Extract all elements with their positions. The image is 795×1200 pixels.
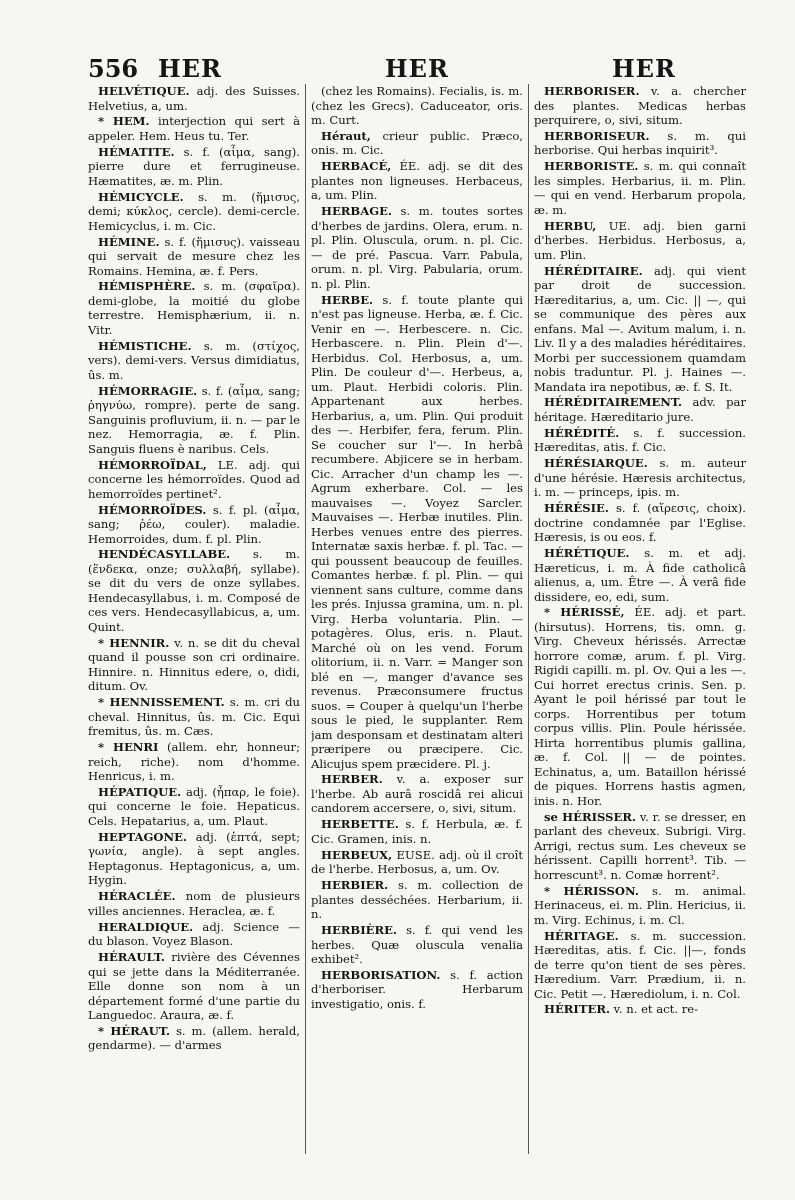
dictionary-entry: [534, 219, 746, 263]
entry-headword: HERBIÈRE.: [321, 923, 397, 938]
dictionary-entry: [534, 395, 746, 424]
entry-definition: crieur public. Præco, onis. m. Cic.: [311, 128, 523, 158]
dictionary-entry: [534, 129, 746, 158]
dictionary-entry: [88, 636, 300, 694]
dictionary-entry: [88, 920, 300, 949]
entry-definition: s. f. (αἷμα, sang). pierre dure et ferrugineuse. Hæmatites, æ. m. Plin.: [88, 144, 300, 188]
entry-headword: HÉPATIQUE.: [98, 784, 182, 799]
entry-headword: HÉMORROÏDES.: [98, 502, 207, 517]
entry-headword: HÉRACLÉE.: [98, 889, 176, 904]
entry-definition: ÉE. adj. se dit des plantes non ligneuses. Herbaceus, a, um. Plin.: [311, 159, 523, 203]
dictionary-entry: [88, 547, 300, 634]
dictionary-entry: [88, 339, 300, 383]
entry-definition: s. m. animal. Herinaceus, ei. m. Plin. Hericius, ii. m. Virg. Echinus, i. m. Cl.: [534, 883, 746, 927]
entry-definition: adj. (ἧπαρ, le foie). qui concerne le foie. Hepaticus. Cels. Hepatarius, a, um. Plaut.: [88, 784, 300, 828]
entry-definition: adj. Science — du blason. Voyez Blason.: [88, 919, 300, 949]
entry-definition: s. f. qui vend les herbes. Quæ oluscula venalia exhibet².: [311, 923, 523, 967]
entry-definition: s. m. cri du cheval. Hinnitus, ûs. m. Cic. Equi fremitus, ûs. m. Cæs.: [88, 695, 300, 739]
entry-headword: HÉRÉDITAIREMENT.: [544, 395, 683, 410]
entry-definition: (allem. ehr, honneur; reich, riche). nom d'homme. Henricus, i. m.: [88, 740, 300, 784]
entry-headword: * HENNIR.: [98, 635, 170, 650]
dictionary-entry: [311, 293, 523, 772]
dictionary-entry: [534, 929, 746, 1002]
entry-definition: adv. par héritage. Hæreditario jure.: [534, 395, 746, 424]
dictionary-entry: [88, 950, 300, 1023]
entry-headword: HERBORISATION.: [321, 967, 441, 982]
entry-definition: LE. adj. qui concerne les hémorroïdes. Quod ad hemorroïdes pertinet².: [88, 457, 300, 501]
dictionary-entry: [311, 848, 523, 877]
entry-definition: adj. des Suisses. Helvetius, a, um.: [88, 84, 300, 113]
entry-headword: se HÉRISSER.: [544, 809, 637, 824]
entry-definition: s. f. pl. (αἷμα, sang; ῥέω, couler). maladie. Hemorroides, dum. f. pl. Plin.: [88, 502, 300, 546]
entry-definition: interjection qui sert à appeler. Hem. Heus tu. Ter.: [88, 114, 300, 143]
entry-headword: HERBE.: [321, 292, 374, 307]
dictionary-entry: [534, 605, 746, 808]
entry-headword: HERALDIQUE.: [98, 919, 194, 934]
dictionary-entry: [88, 235, 300, 279]
entry-definition: v. n. et act. re-: [610, 1002, 699, 1017]
entry-headword: HÉRITAGE.: [544, 928, 619, 943]
entry-definition: rivière des Cévennes qui se jette dans la Méditerranée. Elle donne son nom à un département formé d'une partie du Languedoc. Araura, æ. f.: [88, 950, 300, 1023]
entry-headword: HERBIER.: [321, 878, 389, 893]
entry-definition: s. m. (σφαῖρα). demi-globe, la moitié du globe terrestre. Hemisphærium, ii. n. Vitr.: [88, 279, 300, 337]
dictionary-entry: [534, 159, 746, 217]
dictionary-entry: [311, 923, 523, 967]
entry-headword: HÉRÉTIQUE.: [544, 546, 630, 561]
entry-headword: HERBORISER.: [544, 84, 640, 98]
dictionary-entry: [534, 884, 746, 928]
entry-definition: v. a. exposer sur l'herbe. Ab aurâ roscidâ rei alicui candorem accersere, o, sivi, situm.: [311, 772, 523, 816]
entry-definition: (chez les Romains). Fecialis, is. m. (chez les Grecs). Caduceator, oris. m. Curt.: [311, 84, 523, 127]
dictionary-entry: [311, 817, 523, 846]
dictionary-entry: [88, 695, 300, 739]
entry-headword: HENDÉCASYLLABE.: [98, 547, 231, 562]
entry-definition: v. n. se dit du cheval quand il pousse son cri ordinaire. Hinnire. n. Hinnitus edere, o, didi, ditum. Ov.: [88, 635, 300, 694]
dictionary-entry: [88, 830, 300, 888]
entry-definition: EUSE. adj. où il croît de l'herbe. Herbosus, a, um. Ov.: [311, 847, 523, 877]
dictionary-entry: [88, 279, 300, 337]
entry-headword: HÉMISPHÈRE.: [98, 279, 196, 294]
running-head-left: HER: [158, 54, 222, 83]
entry-headword: * HENRI: [98, 740, 159, 755]
entry-definition: s. m. qui connaît les simples. Herbarius, ii. m. Plin. — qui en vend. Herbarum propola, æ. m.: [534, 159, 746, 217]
entry-headword: HERBORISTE.: [544, 159, 639, 174]
dictionary-entry: [311, 129, 523, 158]
entry-definition: s. f. succession. Hæreditas, atis. f. Cic.: [534, 425, 746, 455]
dictionary-entry: [311, 204, 523, 291]
dictionary-entry: [311, 772, 523, 816]
entry-definition: v. a. chercher des plantes. Medicas herbas perquirere, o, sivi, situm.: [534, 84, 746, 127]
entry-headword: HÉMISTICHE.: [98, 338, 192, 353]
dictionary-entry: [88, 190, 300, 234]
entry-headword: HÉMORROÏDAL,: [98, 457, 207, 472]
entry-headword: HERBORISEUR.: [544, 128, 650, 143]
dictionary-entry: [534, 426, 746, 455]
entry-definition: s. f. (ἥμισυς). vaisseau qui servait de mesure chez les Romains. Hemina, æ. f. Pers.: [88, 234, 300, 278]
entry-headword: * HÉRAUT.: [98, 1023, 171, 1038]
entry-definition: s. m. et adj. Hæreticus, i. m. À fide catholicâ alienus, a, um. Être —. À verâ fide dissidere, eo, edi, sum.: [534, 546, 746, 604]
entry-headword: HÉMINE.: [98, 234, 160, 249]
entry-headword: * HÉRISSÉ,: [544, 605, 625, 620]
entry-definition: s. f. (αἵρεσις, choix). doctrine condamnée par l'Eglise. Hæresis, is ou eos. f.: [534, 501, 746, 545]
entry-definition: s. f. action d'herboriser. Herbarum investigatio, onis. f.: [311, 967, 523, 1011]
entry-headword: HÉMATITE.: [98, 144, 175, 159]
entry-definition: s. m. qui herborise. Qui herbas inquirit³.: [534, 128, 746, 158]
dictionary-entry: [88, 84, 300, 113]
columns: [88, 84, 748, 1164]
page-number: 556: [88, 54, 139, 83]
entry-headword: HÉRAULT.: [98, 950, 165, 965]
entry-definition: s. m. (allem. herald, gendarme). — d'armes: [88, 1023, 300, 1053]
entry-definition: s. m. collection de plantes desséchées. Herbarium, ii. n.: [311, 878, 523, 922]
entry-definition: s. f. (αἷμα, sang; ῥηγνύω, rompre). perte de sang. Sanguinis profluvium, ii. n. — par le nez. Hemorragia, æ. f. Plin. Sanguis fluens è naribus. Cels.: [88, 383, 300, 456]
entry-headword: HERBER.: [321, 772, 383, 787]
entry-headword: HERBU,: [544, 218, 597, 233]
entry-headword: HÉRÉDITÉ.: [544, 425, 620, 440]
dictionary-entry: [88, 889, 300, 918]
dictionary-entry: [88, 740, 300, 784]
entry-headword: * HENNISSEMENT.: [98, 695, 225, 710]
entry-headword: HELVÉTIQUE.: [98, 84, 190, 98]
entry-definition: s. f. toute plante qui n'est pas ligneuse. Herba, æ. f. Cic. Venir en —. Herbescere. n. Cic. Herbascere. n. Plin. Plein d'—. Herbidus. Col. Herbosus, a, um. Plin. De couleur d'—. Herbeus, a, um. Plaut. Herbidi coloris. Plin. Appartenant aux herbes. Herbarius, a, um. Plin. Qui produit des —. Herbifer, fera, ferum. Plin. Se coucher sur l'—. In herbâ recumbere. Abjicere se in herbam. Cic. Arracher d'un champ les —. Agrum exherbare. Col. — les mauvaises —. Voyez Sarcler. Mauvaises —. Herbæ inutiles. Plin. Herbes venues entre des pierres. Internatæ saxis herbæ. f. pl. Tac. — qui poussent beaucoup de feuilles. Comantes herbæ. f. pl. Plin. — qui viennent sans culture, comme dans les prés. Injussa gramina, um. n. pl. Virg. Herba voluntaria. Plin. — potagères. Olus, eris. n. Plaut. Marché où on les vend. Forum olitorium, ii. n. Varr. = Manger son blé en —, manger d'avance ses revenus. Præconsumere fructus suos. = Couper à quelqu'un l'herbe sous le pied, le supplanter. Rem jam desponsam et destinatam alteri præripere ou præcipere. Cic. Alicujus spem præcidere. Pl. j.: [311, 292, 523, 771]
dictionary-entry: [88, 1024, 300, 1053]
entry-headword: Héraut,: [321, 128, 371, 143]
dictionary-entry: [88, 503, 300, 547]
entry-headword: HERBACÉ,: [321, 159, 392, 174]
entry-headword: HERBEUX,: [321, 847, 393, 862]
entry-definition: s. m. toutes sortes d'herbes de jardins. Olera, erum. n. pl. Plin. Oluscula, orum. n. pl. Cic. — de pré. Pascua. Varr. Pabula, orum. n. pl. Virg. Pabularia, orum. n. pl. Plin.: [311, 204, 523, 291]
running-head-center: HER: [385, 54, 449, 83]
dictionary-entry: [88, 145, 300, 189]
entry-headword: HÉMORRAGIE.: [98, 383, 198, 398]
entry-definition: nom de plusieurs villes anciennes. Heraclea, æ. f.: [88, 889, 300, 918]
column-right: [534, 84, 746, 1164]
dictionary-entry: [88, 785, 300, 829]
entry-definition: s. f. Herbula, æ. f. Cic. Gramen, inis. n.: [311, 817, 523, 846]
entry-definition: adj. (ἑπτά, sept; γωνία, angle). à sept angles. Heptagonus. Heptagonicus, a, um. Hygin.: [88, 829, 300, 888]
page-header: [0, 50, 795, 86]
dictionary-entry: [534, 456, 746, 500]
dictionary-entry: [534, 1002, 746, 1017]
entry-definition: s. m. succession. Hæreditas, atis. f. Cic. ||—, fonds de terre qu'on tient de ses pères. Hæredium. Varr. Prædium, ii. n. Cic. Petit —. Hærediolum, i. n. Col.: [534, 928, 746, 1001]
dictionary-entry: [534, 546, 746, 604]
running-head-right: HER: [612, 54, 676, 83]
entry-headword: HÉRITER.: [544, 1002, 610, 1017]
entry-headword: HEPTAGONE.: [98, 829, 187, 844]
dictionary-entry: [311, 84, 523, 128]
entry-definition: s. m. auteur d'une hérésie. Hæresis architectus, i. m. — princeps, ipis. m.: [534, 456, 746, 500]
dictionary-entry: [534, 501, 746, 545]
entry-definition: ÉE. adj. et part. (hirsutus). Horrens, tis. omn. g. Virg. Cheveux hérissés. Arrectæ horrore comæ, arum. f. pl. Virg. Rigidi capilli. m. pl. Ov. Qui a les —. Cui horret erectus crinis. Sen. p. Ayant le poil hérissé par tout le corps. Horrentibus per totum corpus villis. Plin. Poule hérissée. Hirta horrentibus plumis gallina, æ. f. Col. || — de pointes. Echinatus, a, um. Bataillon hérissé de piques. Horrens hastis agmen, inis. n. Hor.: [534, 605, 746, 808]
column-left: [88, 84, 300, 1164]
entry-definition: s. m. (ἕνδεκα, onze; συλλαβή, syllabe). se dit du vers de onze syllabes. Hendecasyllabus, i. m. Composé de ces vers. Hendecasyllabicus, a, um. Quint.: [88, 547, 300, 634]
entry-definition: UE. adj. bien garni d'herbes. Herbidus. Herbosus, a, um. Plin.: [534, 218, 746, 262]
entry-headword: * HÉRISSON.: [544, 883, 639, 898]
entry-definition: s. m. (στίχος, vers). demi-vers. Versus dimidiatus, ûs. m.: [88, 338, 300, 382]
entry-headword: HÉRÉSIARQUE.: [544, 456, 648, 471]
dictionary-entry: [88, 384, 300, 457]
dictionary-entry: [88, 458, 300, 502]
entry-headword: HERBETTE.: [321, 817, 399, 832]
dictionary-entry: [311, 159, 523, 203]
entry-headword: HÉRÉDITAIRE.: [544, 263, 643, 278]
entry-definition: adj. qui vient par droit de succession. Hæreditarius, a, um. Cic. || —, qui se communique des pères aux enfans. Mal —. Avitum malum, i. n. Liv. Il y a des maladies héréditaires. Morbi per successionem quamdam nobis traduntur. Pl. j. Haines —. Mandata ira nepotibus, æ. f. S. It.: [534, 263, 746, 394]
entry-headword: HÉMICYCLE.: [98, 189, 184, 204]
entry-definition: v. r. se dresser, en parlant des cheveux. Subrigi. Virg. Arrigi, rectus sum. Les cheveux se hérissent. Capilli horrent³. Tib. — horrescunt³. n. Comæ horrent².: [534, 809, 746, 882]
dictionary-entry: [311, 968, 523, 1012]
dictionary-entry: [88, 114, 300, 143]
column-middle: [311, 84, 523, 1164]
entry-headword: HERBAGE.: [321, 204, 392, 219]
dictionary-entry: [534, 84, 746, 128]
entry-headword: * HEM.: [98, 114, 150, 129]
dictionary-entry: [534, 264, 746, 395]
dictionary-entry: [311, 878, 523, 922]
entry-headword: HÉRÉSIE.: [544, 501, 609, 516]
entry-definition: s. m. (ἥμισυς, demi; κύκλος, cercle). demi-cercle. Hemicyclus, i. m. Cic.: [88, 189, 300, 233]
dictionary-entry: [534, 810, 746, 883]
